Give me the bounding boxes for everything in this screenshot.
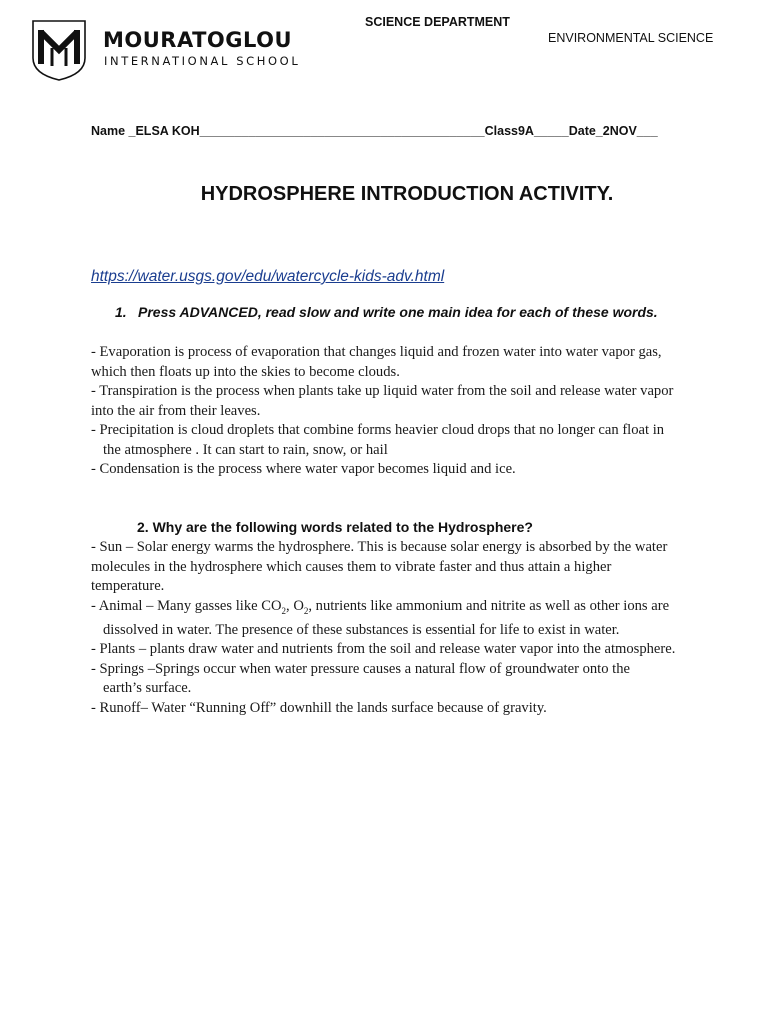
answer-line: - Transpiration is the process when plants take up liquid water from the soil and release water vapor — [91, 383, 674, 399]
animal-text: , O — [286, 597, 304, 614]
department-label: SCIENCE DEPARTMENT — [365, 15, 510, 29]
school-subtitle: INTERNATIONAL SCHOOL — [104, 54, 301, 68]
question-1-text: Press ADVANCED, read slow and write one main idea for each of these words. — [138, 304, 658, 320]
question-1 — [115, 304, 658, 320]
answer-line: the atmosphere . It can start to rain, snow, or hail — [103, 441, 388, 458]
answer-line — [91, 597, 741, 621]
answer-line: molecules in the hydrosphere which causes them to vibrate faster and thus attain a higher — [91, 558, 612, 575]
usgs-link[interactable]: https://water.usgs.gov/edu/watercycle-kids-adv.html — [91, 268, 445, 285]
question-2: 2. Why are the following words related to the Hydrosphere? — [137, 519, 533, 535]
subscript: 2 — [281, 605, 287, 616]
answer-line: - Springs –Springs occur when water pressure causes a natural flow of groundwater onto the — [91, 660, 631, 677]
answer-line: - Plants – plants draw water and nutrients from the soil and release water vapor into the atmosphere. — [91, 641, 676, 658]
question-2-answers — [91, 538, 741, 718]
page-title: HYDROSPHERE INTRODUCTION ACTIVITY. — [200, 183, 614, 205]
answer-line: - Precipitation is cloud droplets that combine forms heavier cloud drops that no longer can float in — [91, 422, 665, 438]
answer-line: which then floats up into the skies to become clouds. — [91, 363, 400, 380]
answer-line: into the air from their leaves. — [91, 402, 261, 419]
answer-line: dissolved in water. The presence of these substances is essential for life to exist in water. — [103, 621, 620, 638]
student-name-line: Name _ELSA KOH_________________________________________Class9A_____Date_2NOV___ — [91, 124, 658, 138]
answer-line: - Runoff– Water “Running Off” downhill the lands surface because of gravity. — [91, 699, 547, 716]
answer-line: temperature. — [91, 578, 165, 594]
answer-line: - Condensation is the process where water vapor becomes liquid and ice. — [91, 461, 516, 477]
school-shield-logo — [30, 18, 88, 82]
animal-text: - Animal – Many gasses like CO — [91, 597, 282, 614]
animal-text: , nutrients like ammonium and nitrite as well as other ions are — [308, 597, 670, 614]
answer-line: - Evaporation is process of evaporation that changes liquid and frozen water into water vapor gas, — [91, 344, 662, 360]
subscript: 2 — [303, 605, 309, 616]
subject-label: ENVIRONMENTAL SCIENCE — [548, 31, 714, 45]
question-1-number: 1. — [115, 304, 127, 320]
school-name: MOURATOGLOU — [103, 28, 293, 52]
answer-line: earth’s surface. — [103, 680, 192, 697]
answer-line: - Sun – Solar energy warms the hydrosphere. This is because solar energy is absorbed by the water — [91, 539, 668, 555]
question-1-answers — [91, 343, 741, 480]
